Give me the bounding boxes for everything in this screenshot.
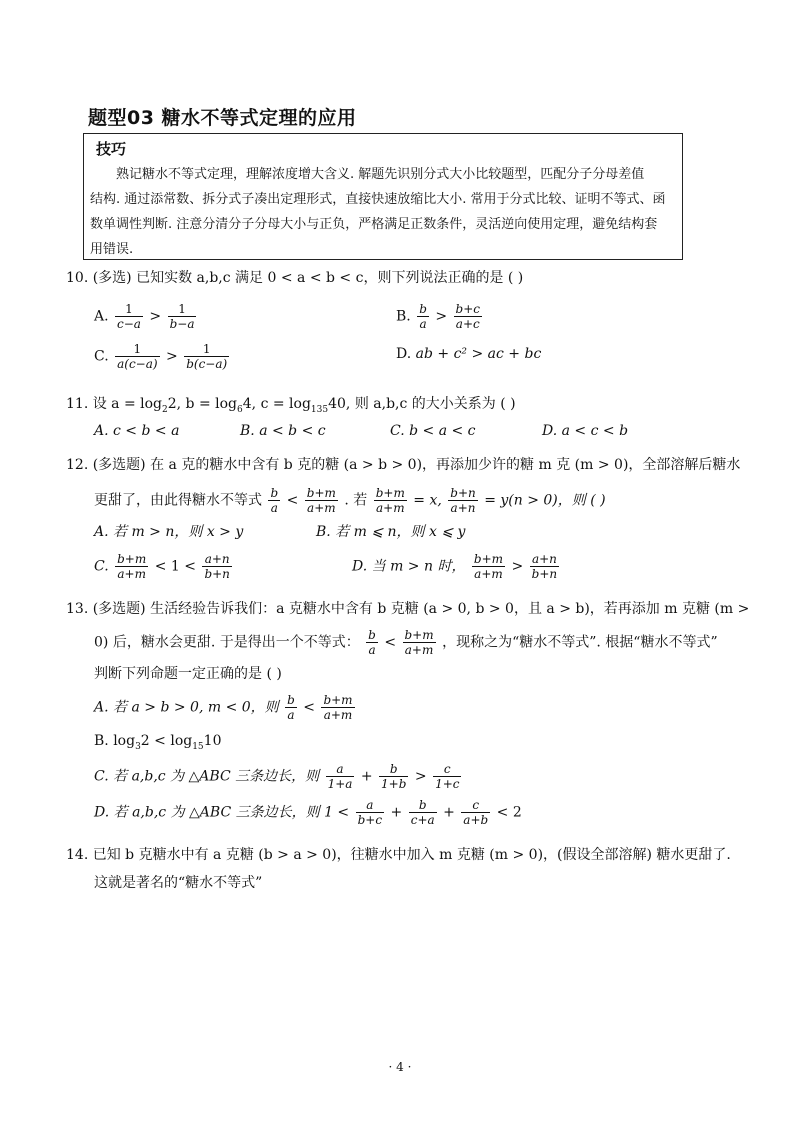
q10-c-frac1: $\frac{1}{a(c-a)}$ — [117, 342, 158, 371]
q13-option-a: A. 若 a > b > 0, m < 0，则 $\frac{b}{a}$ < $\frac{b+m}{a+m}$ — [94, 693, 353, 722]
q10-c-label: C. — [94, 348, 109, 365]
q13-line-3: 判断下列命题一定正确的是 ( ) — [94, 666, 282, 682]
q10-c-frac2: $\frac{1}{b(c-a)}$ — [186, 342, 228, 371]
q10-a-frac1: $\frac{1}{c-a}$ — [117, 302, 141, 331]
tips-line-4: 用错误. — [90, 242, 134, 257]
q12-option-b: B. 若 m ⩽ n，则 x ⩽ y — [316, 524, 466, 540]
q13-option-d: D. 若 a,b,c 为 △ABC 三条边长，则 1 < $\frac{a}{b+c}$ + $\frac{b}{c+a}$ + $\frac{c}{a+b}$ < 2 — [94, 798, 522, 827]
q10-option-c — [94, 342, 231, 371]
q13-option-c: C. 若 a,b,c 为 △ABC 三条边长，则 $\frac{a}{1+a}$ + $\frac{b}{1+b}$ > $\frac{c}{1+c}$ — [94, 762, 460, 791]
q12-option-d: D. 当 m > n 时， $\frac{b+m}{a+m}$ > $\frac{a+n}{b+n}$ — [352, 552, 558, 581]
q10-a-label: A. — [94, 308, 109, 325]
tips-line-2: 结构. 通过添常数、拆分式子凑出定理形式，直接快速放缩比大小. 常用于分式比较、证明不等式、函 — [90, 192, 666, 207]
q10-option-a — [94, 302, 198, 331]
q11-stem: 11. 设 $a = \log_22$, $b = \log_64$, $c = \log_{135}40$, 则 a,b,c 的大小关系为 ( ) — [66, 396, 516, 415]
q10-d-label: D. — [396, 346, 412, 362]
q10-b-op: > — [435, 308, 448, 325]
q13-line-1: 13. (多选题) 生活经验告诉我们：a 克糖水中含有 b 克糖 (a > 0, b > 0，且 a > b)，若再添加 m 克糖 (m > — [66, 601, 750, 617]
page-number: · 4 · — [388, 1060, 412, 1074]
q10-option-d — [396, 344, 541, 364]
q10-c-op: > — [166, 348, 178, 365]
q12-line-1: 12. (多选题) 在 a 克的糖水中含有 b 克的糖 (a > b > 0)，再添加少许的糖 m 克 (m > 0)，全部溶解后糖水 — [66, 457, 741, 473]
q13-line-2: 0) 后，糖水会更甜. 于是得出一个不等式： $\frac{b}{a}$ < $\frac{b+m}{a+m}$ ，现称之为“糖水不等式”. 根据“糖水不等式” — [94, 628, 718, 657]
q13-option-b: B. $\log_32 < \log_{15}10$ — [94, 733, 222, 752]
q10-d-text: ab + c² > ac + bc — [415, 346, 542, 362]
q14-line-2: 这就是著名的“糖水不等式” — [94, 875, 263, 891]
q12-line-2: 更甜了，由此得糖水不等式 $\frac{b}{a}$ < $\frac{b+m}{a+m}$ . 若 $\frac{b+m}{a+m}$ = x, $\frac{b+n}{a+n}$ = y(n > 0)，则 ( ) — [94, 486, 606, 515]
q10-b-label: B. — [396, 308, 411, 325]
q10-option-b — [396, 302, 484, 331]
tips-box — [83, 133, 683, 260]
q10-a-op: > — [149, 308, 162, 325]
q12-option-c: C. $\frac{b+m}{a+m}$ < 1 < $\frac{a+n}{b+n}$ — [94, 552, 230, 581]
q14-line-1: 14. 已知 b 克糖水中有 a 克糖 (b > a > 0)，往糖水中加入 m 克糖 (m > 0)，(假设全部溶解) 糖水更甜了. — [66, 847, 731, 863]
q11-option-d: D. a < c < b — [542, 423, 629, 439]
q12-option-a: A. 若 m > n，则 x > y — [94, 524, 244, 540]
q10-b-frac2: $\frac{b+c}{a+c}$ — [455, 302, 480, 331]
q10-stem: 10. (多选) 已知实数 a,b,c 满足 0 < a < b < c，则下列说法正确的是 ( ) — [66, 270, 524, 286]
q11-option-c: C. b < a < c — [390, 423, 476, 439]
tips-heading: 技巧 — [96, 140, 127, 158]
tips-line-3: 数单调性判断. 注意分清分子分母大小与正负，严格满足正数条件，灵活逆向使用定理，避免结构套 — [90, 217, 658, 232]
q10-b-frac1: $\frac{b}{a}$ — [419, 302, 427, 331]
section-title: 题型03 糖水不等式定理的应用 — [88, 107, 357, 129]
q11-option-a: A. c < b < a — [94, 423, 180, 439]
q11-option-b: B. a < b < c — [240, 423, 326, 439]
q10-a-frac2: $\frac{1}{b-a}$ — [169, 302, 195, 331]
tips-line-1: 熟记糖水不等式定理，理解浓度增大含义. 解题先识别分式大小比较题型，匹配分子分母差值 — [116, 167, 645, 182]
